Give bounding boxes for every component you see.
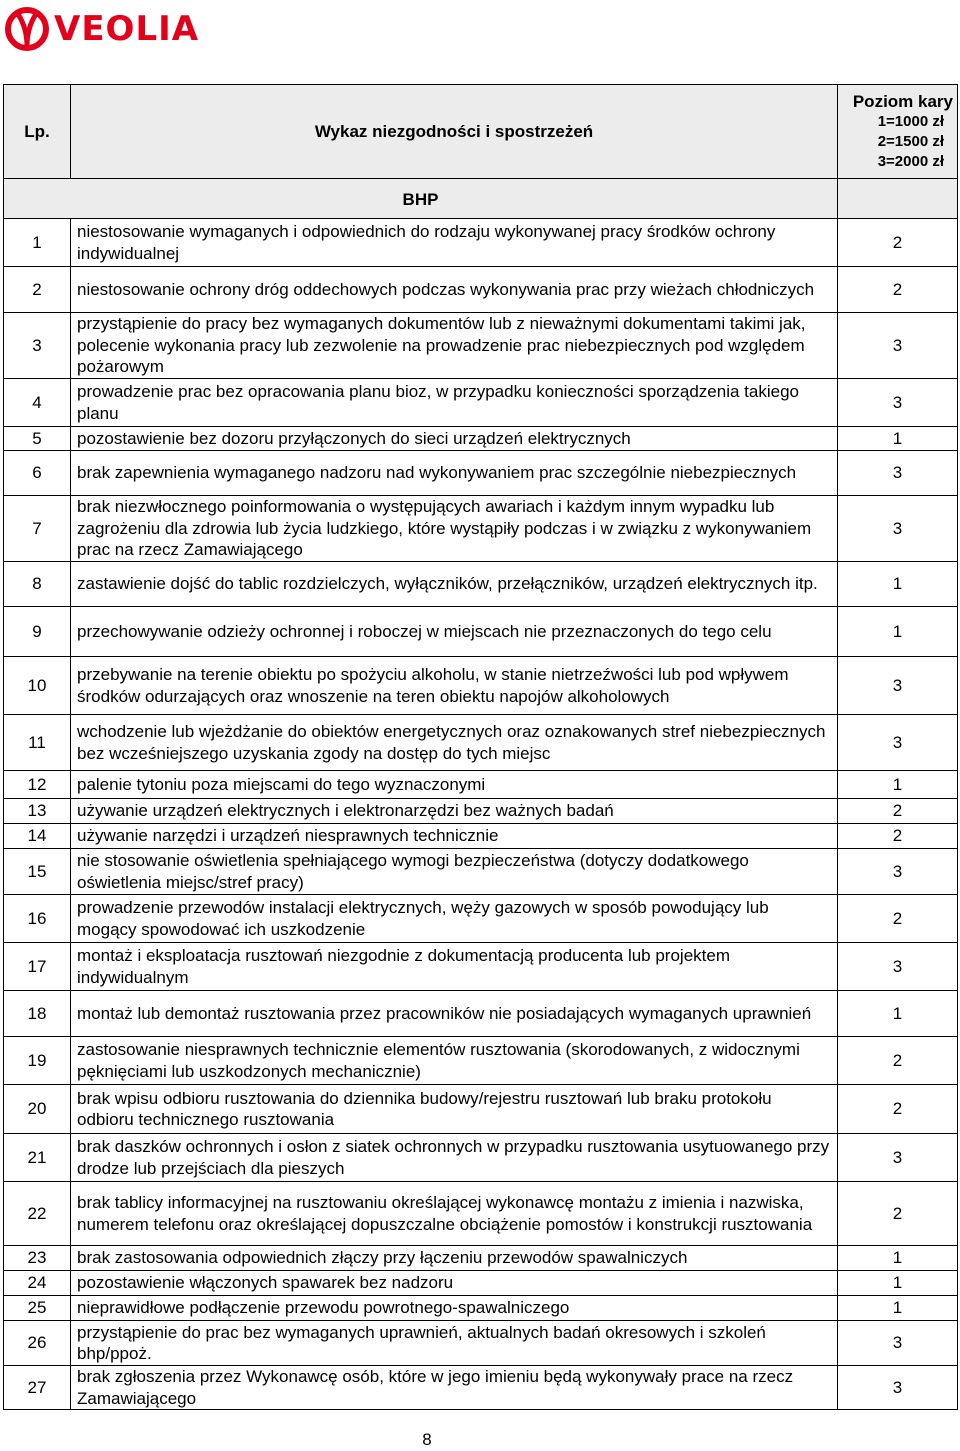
table-row: [4, 895, 958, 943]
row-description: montaż lub demontaż rusztowania przez pracowników nie posiadających wymaganych uprawnień: [71, 991, 838, 1037]
table-row: [4, 451, 958, 496]
veolia-logo-icon: [4, 6, 50, 52]
row-number: 4: [4, 379, 71, 427]
row-number: 24: [4, 1271, 71, 1296]
row-number: 13: [4, 799, 71, 824]
table-row: [4, 562, 958, 607]
row-number: 26: [4, 1321, 71, 1366]
table-row: [4, 991, 958, 1037]
row-description: palenie tytoniu poza miejscami do tego wyznaczonymi: [71, 771, 838, 799]
row-number: 14: [4, 824, 71, 849]
row-number: 15: [4, 849, 71, 895]
row-number: 18: [4, 991, 71, 1037]
row-number: 27: [4, 1366, 71, 1410]
row-description: używanie urządzeń elektrycznych i elektronarzędzi bez ważnych badań: [71, 799, 838, 824]
row-number: 5: [4, 427, 71, 451]
row-penalty-level: 1: [838, 991, 958, 1037]
row-penalty-level: 2: [838, 219, 958, 267]
row-number: 16: [4, 895, 71, 943]
row-number: 23: [4, 1246, 71, 1271]
row-penalty-level: 3: [838, 657, 958, 715]
row-number: 11: [4, 715, 71, 771]
table-row: [4, 1366, 958, 1410]
row-description: przebywanie na terenie obiektu po spożyciu alkoholu, w stanie nietrzeźwości lub pod wpływem środków odurzających oraz wnoszenie na teren obiektu napojów alkoholowych: [71, 657, 838, 715]
section-row: [4, 179, 958, 219]
row-description: wchodzenie lub wjeżdżanie do obiektów energetycznych oraz oznakowanych stref niebezpiecznych bez wcześniejszego uzyskania zgody na dostęp do tych miejsc: [71, 715, 838, 771]
row-description: przystąpienie do prac bez wymaganych uprawnień, aktualnych badań okresowych i szkoleń bhp/ppoż.: [71, 1321, 838, 1366]
veolia-logo: [4, 3, 199, 55]
table-row: [4, 219, 958, 267]
row-penalty-level: 3: [838, 943, 958, 991]
row-penalty-level: 2: [838, 1182, 958, 1246]
row-penalty-level: 1: [838, 1246, 958, 1271]
row-number: 2: [4, 267, 71, 313]
table-row: [4, 496, 958, 562]
row-number: 8: [4, 562, 71, 607]
row-number: 20: [4, 1085, 71, 1134]
row-description: brak zapewnienia wymaganego nadzoru nad wykonywaniem prac szczególnie niebezpiecznych: [71, 451, 838, 496]
row-penalty-level: 3: [838, 496, 958, 562]
row-description: brak wpisu odbioru rusztowania do dziennika budowy/rejestru rusztowań lub braku protokołu odbioru technicznego rusztowania: [71, 1085, 838, 1134]
header-title: Wykaz niezgodności i spostrzeżeń: [71, 85, 838, 179]
row-description: zastawienie dojść do tablic rozdzielczych, wyłączników, przełączników, urządzeń elektrycznych itp.: [71, 562, 838, 607]
table-row: [4, 1296, 958, 1321]
row-description: brak daszków ochronnych i osłon z siatek ochronnych w przypadku rusztowania usytuowanego przy drodze lub przejściach dla pieszych: [71, 1134, 838, 1182]
row-description: niestosowanie wymaganych i odpowiednich do rodzaju wykonywanej pracy środków ochrony indywidualnej: [71, 219, 838, 267]
section-title: BHP: [4, 179, 838, 219]
table-body: [4, 219, 958, 1410]
row-number: 12: [4, 771, 71, 799]
row-description: pozostawienie włączonych spawarek bez nadzoru: [71, 1271, 838, 1296]
row-number: 1: [4, 219, 71, 267]
row-number: 7: [4, 496, 71, 562]
row-penalty-level: 2: [838, 895, 958, 943]
row-penalty-level: 1: [838, 1296, 958, 1321]
row-penalty-level: 2: [838, 267, 958, 313]
row-number: 22: [4, 1182, 71, 1246]
row-penalty-level: 3: [838, 379, 958, 427]
row-penalty-level: 3: [838, 313, 958, 379]
table-row: [4, 771, 958, 799]
row-penalty-level: 1: [838, 562, 958, 607]
row-penalty-level: 3: [838, 715, 958, 771]
row-description: pozostawienie bez dozoru przyłączonych do sieci urządzeń elektrycznych: [71, 427, 838, 451]
table-row: [4, 1321, 958, 1366]
row-penalty-level: 3: [838, 451, 958, 496]
table-row: [4, 849, 958, 895]
table-row: [4, 799, 958, 824]
header-level-2: 2=1500 zł: [877, 133, 944, 150]
row-description: brak zastosowania odpowiednich złączy przy łączeniu przewodów spawalniczych: [71, 1246, 838, 1271]
row-description: zastosowanie niesprawnych technicznie elementów rusztowania (skorodowanych, z widocznymi pęknięciami lub uszkodzonych mechanicznie): [71, 1037, 838, 1085]
table-row: [4, 427, 958, 451]
row-description: nieprawidłowe podłączenie przewodu powrotnego-spawalniczego: [71, 1296, 838, 1321]
row-number: 6: [4, 451, 71, 496]
table-row: [4, 267, 958, 313]
row-description: brak niezwłocznego poinformowania o występujących awariach i każdym innym wypadku lub zagrożeniu dla zdrowia lub życia ludzkiego, które wystąpiły podczas i w związku z wykonywaniem prac na rzecz Zamawiającego: [71, 496, 838, 562]
row-description: brak zgłoszenia przez Wykonawcę osób, które w jego imieniu będą wykonywały prace na rzecz Zamawiającego: [71, 1366, 838, 1410]
table-row: [4, 1134, 958, 1182]
table-row: [4, 1037, 958, 1085]
row-number: 3: [4, 313, 71, 379]
table-row: [4, 824, 958, 849]
table-row: [4, 1182, 958, 1246]
row-number: 21: [4, 1134, 71, 1182]
row-description: przystąpienie do pracy bez wymaganych dokumentów lub z nieważnymi dokumentami takimi jak, polecenie wykonania pracy lub zezwolenie na prowadzenie prac niebezpiecznych pod względem pożarowym: [71, 313, 838, 379]
row-penalty-level: 3: [838, 1321, 958, 1366]
row-number: 25: [4, 1296, 71, 1321]
table-row: [4, 715, 958, 771]
header-level-1: 1=1000 zł: [877, 113, 944, 130]
table-row: [4, 1246, 958, 1271]
row-penalty-level: 2: [838, 1037, 958, 1085]
table-row: [4, 1085, 958, 1134]
row-description: montaż i eksploatacja rusztowań niezgodnie z dokumentacją producenta lub projektem indywidualnym: [71, 943, 838, 991]
table-row: [4, 1271, 958, 1296]
row-description: nie stosowanie oświetlenia spełniającego wymogi bezpieczeństwa (dotyczy dodatkowego oświetlenia miejsc/stref pracy): [71, 849, 838, 895]
table-row: [4, 379, 958, 427]
row-description: prowadzenie prac bez opracowania planu bioz, w przypadku konieczności sporządzenia takiego planu: [71, 379, 838, 427]
header-level-3: 3=2000 zł: [877, 153, 944, 170]
row-penalty-level: 1: [838, 427, 958, 451]
row-penalty-level: 2: [838, 799, 958, 824]
header-level: [838, 85, 958, 179]
row-description: przechowywanie odzieży ochronnej i roboczej w miejscach nie przeznaczonych do tego celu: [71, 607, 838, 657]
logo-wordmark: VEOLIA: [54, 9, 200, 49]
row-description: prowadzenie przewodów instalacji elektrycznych, węży gazowych w sposób powodujący lub mogący spowodować ich uszkodzenie: [71, 895, 838, 943]
header-lp: Lp.: [4, 85, 71, 179]
row-number: 19: [4, 1037, 71, 1085]
row-penalty-level: 3: [838, 849, 958, 895]
row-penalty-level: 1: [838, 607, 958, 657]
row-number: 9: [4, 607, 71, 657]
row-penalty-level: 1: [838, 771, 958, 799]
row-penalty-level: 2: [838, 1085, 958, 1134]
table-row: [4, 657, 958, 715]
row-penalty-level: 3: [838, 1134, 958, 1182]
row-penalty-level: 3: [838, 1366, 958, 1410]
row-number: 17: [4, 943, 71, 991]
page-number: 8: [422, 1430, 432, 1449]
table-row: [4, 313, 958, 379]
header-level-title: Poziom kary: [852, 92, 953, 111]
row-penalty-level: 1: [838, 1271, 958, 1296]
row-description: brak tablicy informacyjnej na rusztowaniu określającej wykonawcę montażu z imienia i nazwiska, numerem telefonu oraz określającej dopuszczalne obciążenie pomostów i konstrukcji rusztowania: [71, 1182, 838, 1246]
row-description: niestosowanie ochrony dróg oddechowych podczas wykonywania prac przy wieżach chłodniczych: [71, 267, 838, 313]
row-description: używanie narzędzi i urządzeń niesprawnych technicznie: [71, 824, 838, 849]
table-header-row: [4, 85, 958, 179]
row-penalty-level: 2: [838, 824, 958, 849]
table-row: [4, 943, 958, 991]
violations-table: [3, 84, 958, 1410]
table-row: [4, 607, 958, 657]
row-number: 10: [4, 657, 71, 715]
